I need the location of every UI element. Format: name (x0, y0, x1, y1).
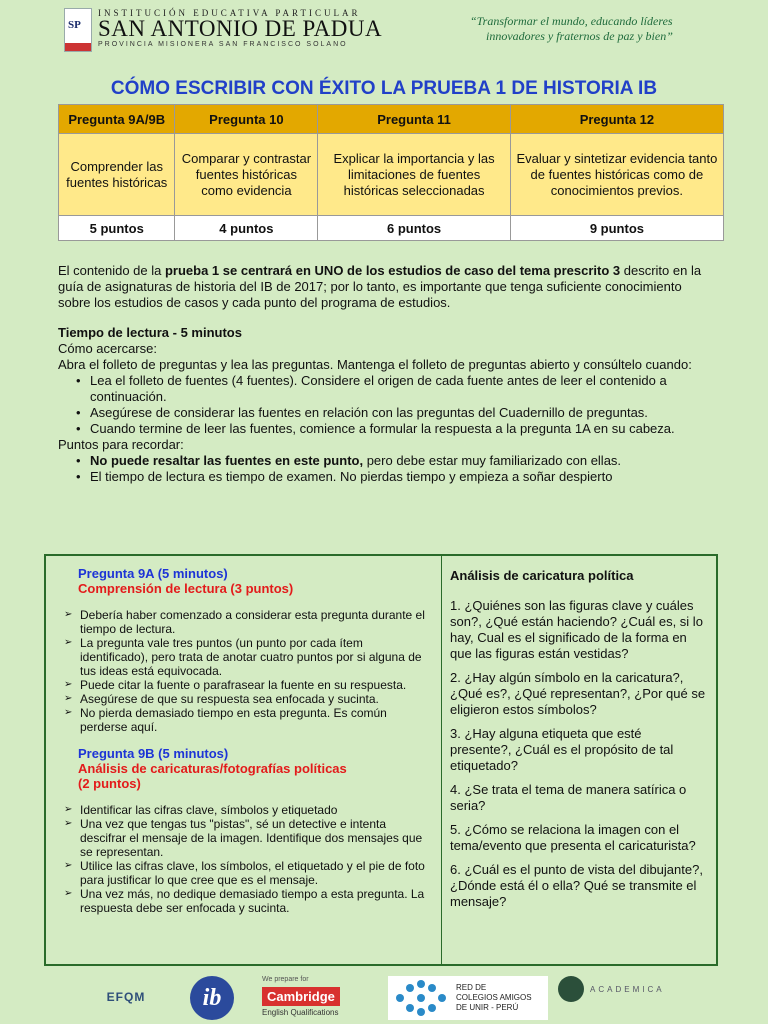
list-item: • Lea el folleto de fuentes (4 fuentes). Considere el origen de cada fuente antes de leer el contenido a continuación. (76, 373, 708, 405)
table-cell: Evaluar y sintetizar evidencia tanto de fuentes históricas como de conocimientos previos. (510, 134, 723, 216)
approach-instruction: Abra el folleto de preguntas y lea las preguntas. Mantenga el folleto de preguntas abierto y consúltelo cuando: (58, 357, 692, 372)
unir-line-1: RED DE (456, 983, 487, 992)
q9a-title: Pregunta 9A (5 minutos) (78, 566, 228, 581)
footer-logos (0, 972, 768, 1024)
page-header (0, 0, 768, 62)
motto-line-1: “Transformar el mundo, educando líderes (470, 14, 673, 28)
table-cell: 5 puntos (59, 216, 175, 241)
list-item: 5. ¿Cómo se relaciona la imagen con el tema/evento que presenta el caricaturista? (450, 822, 696, 853)
remember-rest: pero debe estar muy familiarizado con ellas. (363, 453, 622, 468)
table-header-cell: Pregunta 9A/9B (59, 105, 175, 134)
reading-heading: Tiempo de lectura - 5 minutos (58, 325, 242, 340)
list-item: ➢ Una vez más, no dedique demasiado tiempo a esta pregunta. La respuesta debe ser enfocada y sucinta. (64, 887, 431, 915)
table-cell: Comparar y contrastar fuentes históricas como evidencia (175, 134, 318, 216)
list-item (76, 453, 708, 469)
table-header-cell: Pregunta 12 (510, 105, 723, 134)
list-item: ➢ Una vez que tengas tus "pistas", sé un detective e intenta descifrar el mensaje de la imagen. Identifique dos mensajes que se representan. (64, 817, 431, 859)
cartoon-analysis-title: Análisis de caricatura política (450, 568, 634, 583)
list-item: ➢ No pierda demasiado tiempo en esta pregunta. Es común perderse aquí. (64, 706, 431, 734)
unir-line-2: COLEGIOS AMIGOS (456, 993, 532, 1002)
q9b-points: (2 puntos) (78, 776, 141, 791)
approach-label: Cómo acercarse: (58, 341, 157, 356)
list-item: • Asegúrese de considerar las fuentes en relación con las preguntas del Cuadernillo de preguntas. (76, 405, 708, 421)
motto-line-2: innovadores y fraternos de paz y bien” (486, 29, 673, 43)
list-item: ➢ La pregunta vale tres puntos (un punto por cada ítem identificado), pero trata de anotar cuatro puntos por si alguna de tus ideas está equivocada. (64, 636, 431, 678)
globe-icon (392, 978, 450, 1018)
list-item: • Cuando termine de leer las fuentes, comience a formular la respuesta a la pregunta 1A en su cabeza. (76, 421, 708, 437)
list-item: 3. ¿Hay alguna etiqueta que esté presente?, ¿Cuál es el propósito de tal etiquetado? (450, 726, 674, 773)
q9a-subtitle: Comprensión de lectura (3 puntos) (78, 581, 294, 596)
academica-logo (558, 976, 678, 1002)
intro-bold-text: prueba 1 se centrará en UNO de los estudios de caso del tema prescrito 3 (164, 263, 621, 278)
intro-text-1: El contenido de la (58, 263, 165, 278)
intro-paragraph (58, 263, 708, 311)
question-9-column (46, 556, 442, 964)
table-row (59, 216, 724, 241)
ib-icon: ib (190, 976, 234, 1020)
list-item: 2. ¿Hay algún símbolo en la caricatura?, ¿Qué es?, ¿Qué representan?, ¿Por qué se eligieron estos símbolos? (450, 670, 706, 717)
shield-icon (558, 976, 584, 1002)
efqm-text: EFQM (106, 990, 146, 1004)
list-item: ➢ Asegúrese de que su respuesta sea enfocada y sucinta. (64, 692, 431, 706)
remember-bold: No puede resaltar las fuentes en este punto, (90, 453, 364, 468)
reading-time-section (58, 325, 708, 485)
crest-initials: SP (68, 19, 81, 31)
unir-line-3: DE UNIR - PERÚ (456, 1003, 519, 1012)
ib-logo (186, 976, 238, 1020)
table-cell: 6 puntos (318, 216, 511, 241)
q9b-list (64, 803, 431, 915)
cambridge-wordmark: Cambridge (262, 987, 340, 1006)
q9a-list (64, 608, 431, 734)
table-cell: 4 puntos (175, 216, 318, 241)
efqm-logo (96, 976, 156, 1004)
table-header-row (59, 105, 724, 134)
remember-label: Puntos para recordar: (58, 437, 184, 452)
school-motto (470, 14, 710, 44)
list-item: 4. ¿Se trata el tema de manera satírica o seria? (450, 782, 687, 813)
remember-list (76, 453, 708, 485)
table-cell: Explicar la importancia y las limitaciones de fuentes históricas seleccionadas (318, 134, 511, 216)
cartoon-analysis-column (442, 556, 716, 964)
table-row (59, 134, 724, 216)
table-cell: Comprender las fuentes históricas (59, 134, 175, 216)
table-cell: 9 puntos (510, 216, 723, 241)
list-item: 6. ¿Cuál es el punto de vista del dibujante?, ¿Dónde está él o ella? Qué se transmite el mensaje? (450, 862, 703, 909)
school-logo (64, 8, 382, 52)
institution-line: INSTITUCIÓN EDUCATIVA PARTICULAR (98, 8, 361, 18)
q9b-subtitle: Análisis de caricaturas/fotografías políticas (78, 761, 347, 776)
q9b-title: Pregunta 9B (5 minutos) (78, 746, 229, 761)
table-header-cell: Pregunta 11 (318, 105, 511, 134)
page-title: CÓMO ESCRIBIR CON ÉXITO LA PRUEBA 1 DE HISTORIA IB (110, 78, 658, 99)
cambridge-logo (262, 976, 370, 1017)
school-name: SAN ANTONIO DE PADUA (98, 16, 383, 41)
list-item: ➢ Puede citar la fuente o parafrasear la fuente en su respuesta. (64, 678, 431, 692)
unir-logo (388, 976, 548, 1020)
cambridge-sub-text: English Qualifications (262, 1008, 339, 1017)
table-header-cell: Pregunta 10 (175, 105, 318, 134)
list-item: ➢ Debería haber comenzado a considerar esta pregunta durante el tiempo de lectura. (64, 608, 431, 636)
list-item: ➢ Utilice las cifras clave, los símbolos, el etiquetado y el pie de foto para justificar lo que cree que es el mensaje. (64, 859, 431, 887)
question-table (58, 104, 724, 241)
list-item: 1. ¿Quiénes son las figuras clave y cuáles son?, ¿Qué están haciendo? ¿Cuál es, si lo hay, Cual es el significado de la forma en que las figuras están vestidas? (450, 598, 703, 661)
cambridge-small-text: We prepare for (262, 976, 309, 983)
list-item: ➢ Identificar las cifras clave, símbolos y etiquetado (64, 803, 431, 817)
intro-text-2: descrito en la guía de asignaturas de historia del IB de 2017; por lo tanto, es importante que tenga suficiente conocimiento sobre los estudios de casos y cada punto del programa de estudios. (58, 263, 702, 310)
question-guide-box (44, 554, 718, 966)
approach-list (76, 373, 708, 437)
academica-text: ACADEMICA (590, 984, 665, 994)
list-item: • El tiempo de lectura es tiempo de examen. No pierdas tiempo y empieza a soñar despierto (76, 469, 708, 485)
province-line: PROVINCIA MISIONERA SAN FRANCISCO SOLANO (98, 41, 348, 48)
school-crest-icon (64, 8, 92, 52)
